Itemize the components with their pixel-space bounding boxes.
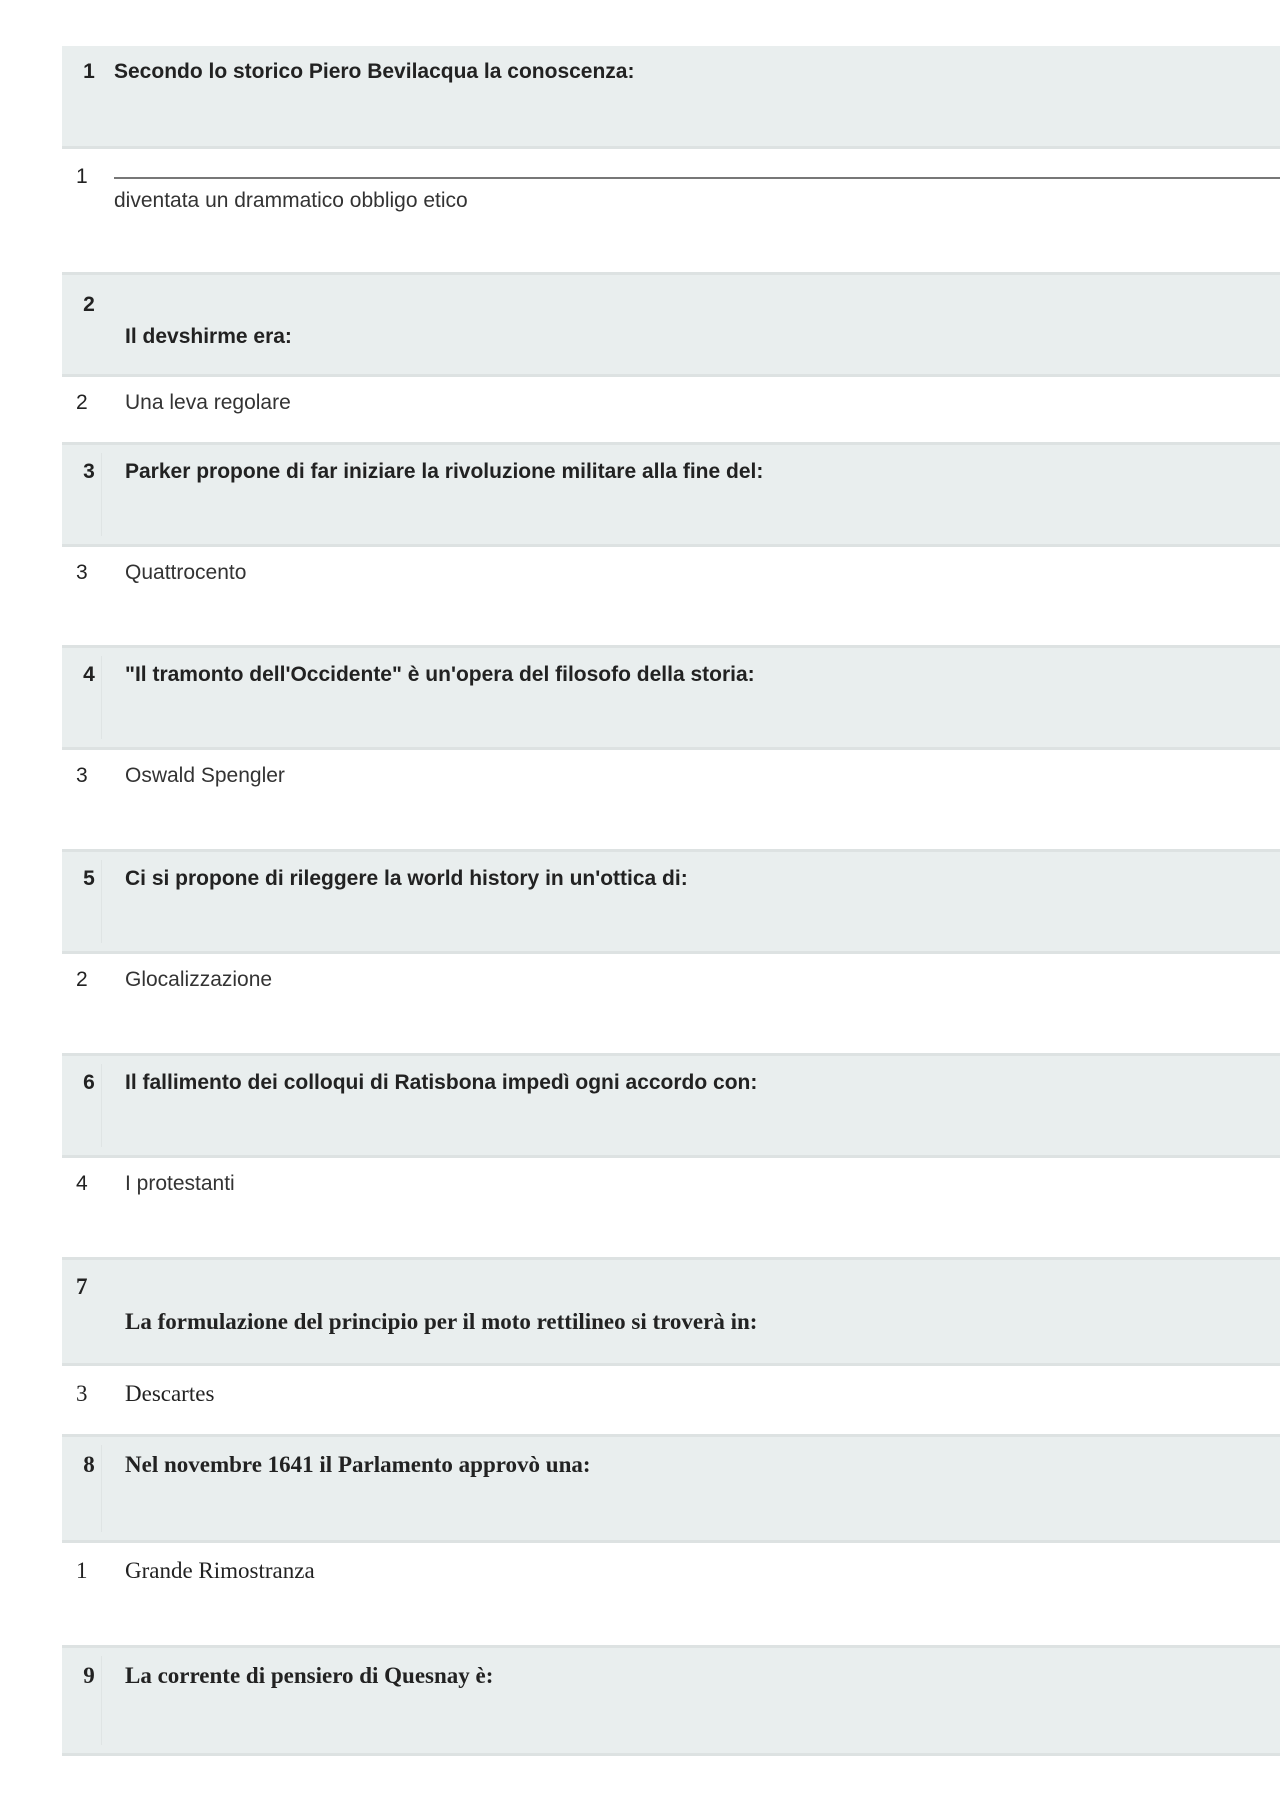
answer-row [62,377,1280,445]
question-number: 7 [76,1274,88,1299]
question-row [62,852,1280,954]
answer-text: Quattrocento [125,561,247,584]
question-row [62,1648,1280,1756]
answer-number: 2 [76,391,88,414]
answer-number: 3 [76,1381,88,1406]
question-row [62,1260,1280,1366]
question-number: 2 [83,293,95,316]
answer-text: Descartes [125,1381,215,1406]
answer-number: 2 [76,968,88,991]
question-text: La corrente di pensiero di Quesnay è: [125,1663,494,1688]
question-text: Secondo lo storico Piero Bevilacqua la conoscenza: [114,60,635,83]
answer-row [62,954,1280,1056]
answer-number: 3 [76,561,88,584]
answer-number: 4 [76,1172,88,1195]
answer-number: 1 [76,165,88,188]
question-number: 4 [83,663,95,686]
answer-text: I protestanti [125,1172,235,1195]
answer-row [62,1366,1280,1437]
question-number: 9 [83,1663,95,1688]
answer-row [62,547,1280,648]
question-row [62,648,1280,750]
question-row [62,445,1280,547]
question-number: 6 [83,1071,95,1094]
question-row [62,1056,1280,1158]
answer-divider [114,177,1280,179]
answer-text: Oswald Spengler [125,764,285,787]
question-text: Nel novembre 1641 il Parlamento approvò una: [125,1452,591,1477]
question-text: La formulazione del principio per il moto rettilineo si troverà in: [125,1309,758,1334]
answer-row [62,750,1280,852]
answer-text: Una leva regolare [125,391,291,414]
question-number: 1 [83,60,95,83]
question-text: Il fallimento dei colloqui di Ratisbona impedì ogni accordo con: [125,1071,758,1094]
question-row [62,46,1280,149]
answer-text: Grande Rimostranza [125,1558,315,1583]
question-row [62,275,1280,377]
answer-number: 3 [76,764,88,787]
answer-row [62,149,1280,275]
question-number: 8 [83,1452,95,1477]
answer-row [62,1543,1280,1648]
question-text: "Il tramonto dell'Occidente" è un'opera del filosofo della storia: [125,663,755,686]
question-row [62,1437,1280,1543]
answer-number: 1 [76,1558,88,1583]
question-number: 5 [83,867,95,890]
quiz-table [62,46,1280,1756]
question-number: 3 [83,460,95,483]
question-text: Ci si propone di rileggere la world history in un'ottica di: [125,867,688,890]
answer-text: Glocalizzazione [125,968,273,991]
question-text: Il devshirme era: [125,325,292,348]
answer-row [62,1158,1280,1260]
question-text: Parker propone di far iniziare la rivoluzione militare alla fine del: [125,460,764,483]
answer-text: diventata un drammatico obbligo etico [114,189,468,212]
